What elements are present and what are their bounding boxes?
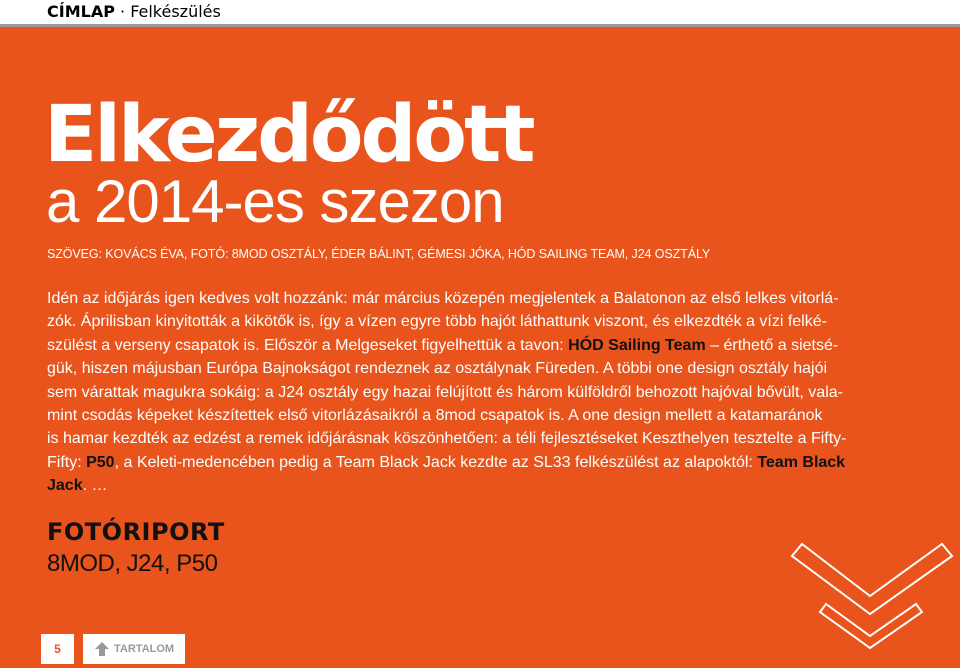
toc-label: TARTALOM <box>114 643 175 655</box>
section-label: FOTÓRIPORT <box>47 518 225 546</box>
breadcrumb-home-link[interactable]: CÍMLAP <box>47 2 115 21</box>
body-text-run: . … <box>82 477 108 495</box>
section-subtitle: 8MOD, J24, P50 <box>47 550 218 577</box>
article-body <box>47 287 907 498</box>
body-line: gük, hiszen májusban Európa Bajnokságot rendeznek az osztálynak Füreden. A többi one design osztály hajói <box>47 360 828 378</box>
table-of-contents-button[interactable] <box>83 634 185 664</box>
home-arrow-icon <box>95 642 109 656</box>
body-line: mint csodás képeket készítettek első vitorlázásaikról a 8mod csapatok is. A one design mellett a katamaránok <box>47 407 823 425</box>
page-number: 5 <box>41 634 74 664</box>
article-subtitle: a 2014-es szezon <box>46 168 504 235</box>
body-line: Idén az időjárás igen kedves volt hozzánk: már március közepén megjelentek a Balatonon az első lelkes vitorlá- <box>47 290 839 307</box>
body-line <box>47 334 907 357</box>
top-bar <box>0 0 960 27</box>
body-text-run: , a Keleti-medencében pedig a Team Black Jack kezdte az SL33 felkészülést az alapoktól: <box>114 453 758 471</box>
body-text-run: Fifty: <box>47 453 87 471</box>
breadcrumb-current: Felkészülés <box>130 2 221 21</box>
body-line: is hamar kezdték az edzést a remek időjárásnak köszönhetően: a téli fejlesztéseket Keszthelyen tesztelte a Fifty- <box>47 430 847 448</box>
body-text-run: szülést a verseny csapatok is. Először a Melgeseket figyelhettük a tavon: <box>47 336 569 354</box>
chevron-down-icon <box>790 540 960 668</box>
highlight-team-black-jack-end: Jack <box>47 477 83 495</box>
highlight-p50: P50 <box>86 453 115 471</box>
body-line: sem várattak magukra sokáig: a J24 osztály egy hazai felújított és három külföldről behozott hajóval bővült, vala- <box>47 383 843 401</box>
breadcrumb <box>47 1 221 23</box>
body-text-run: – érthető a sietsé- <box>705 336 839 354</box>
body-line <box>47 474 907 497</box>
highlight-team-black-jack: Team Black <box>757 453 846 471</box>
highlight-hod-sailing-team: HÓD Sailing Team <box>568 336 706 354</box>
body-line <box>47 451 907 474</box>
breadcrumb-separator: · <box>114 2 131 21</box>
body-line: zók. Áprilisban kinyitották a kikötők is, így a vízen egyre több hajót láthattunk viszont, és elkezdték a vízi felké- <box>47 313 827 331</box>
article-title: Elkezdődött <box>44 90 533 180</box>
chevron-down-icon <box>792 544 952 614</box>
article-credits: SZÖVEG: KOVÁCS ÉVA, FOTÓ: 8MOD OSZTÁLY, ÉDER BÁLINT, GÉMESI JÓKA, HÓD SAILING TEAM, J24 OSZTÁLY <box>47 247 711 261</box>
